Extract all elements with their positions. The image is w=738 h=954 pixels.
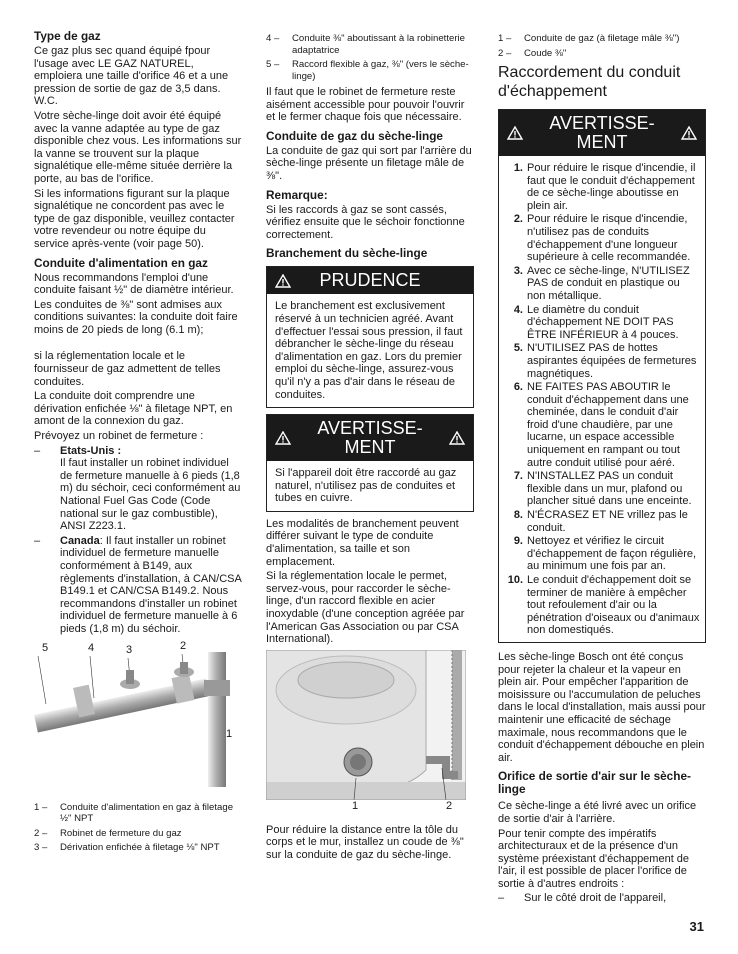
paragraph: Votre sèche-linge doit avoir été équipé avec la vanne adaptée au type de gaz disponible chez vous. Les informations sur la vanne se trouvent sur la plaque signalétique elle-même située derrière la porte, au bas de l'orifice.: [34, 109, 242, 185]
caution-title: PRUDENCE: [319, 270, 421, 291]
paragraph: Les conduites de ⅜" sont admises aux conditions suivantes: la conduite doit faire moins de 20 pieds de long (6.1 m);: [34, 298, 238, 336]
heading-branchement: Branchement du sèche-linge: [266, 246, 428, 261]
warning-list-item: 5. N'UTILISEZ PAS de hottes aspirantes équipées de fermetures magnétiques.: [513, 342, 697, 380]
dryer-back-illustration: [266, 650, 466, 800]
paragraph: La conduite doit comprendre une dérivation enfichée ⅛" à filetage NPT, en amont de la connexion du gaz.: [34, 390, 233, 428]
warning-text: Si l'appareil doit être raccordé au gaz naturel, n'utilisez pas de conduites et tubes en cuivre.: [275, 467, 457, 505]
figure-label: 1: [226, 727, 233, 740]
dryer-back-figure: [266, 650, 466, 810]
warning-list-item: 10. Le conduit d'échappement doit se terminer de manière à empêcher tout refoulement d'air ou la pénétration d'oiseaux ou d'animaux non domestiqués.: [507, 574, 700, 637]
warning-triangle-icon: [275, 274, 291, 288]
paragraph: Nous recommandons l'emploi d'une conduite faisant ½" de diamètre intérieur.: [34, 271, 234, 297]
caption: 2 – Coude ⅜": [498, 47, 567, 59]
paragraph: Il faut que le robinet de fermeture reste aisément accessible pour pouvoir l'ouvrir et le fermer chaque fois que nécessaire.: [266, 86, 465, 124]
warning-title: AVERTISSE-MENT: [549, 113, 655, 152]
caution-text: Le branchement est exclusivement réservé à un technicien agréé. Avant d'effectuer l'essai sous pression, il faut débrancher le sèche-linge du réseau d'alimentation en gaz. Lors du premier emploi du sèche-linge, assurez-vous qu'il n'y a pas d'air dans le réseau de conduites.: [275, 300, 463, 401]
column-3: [498, 30, 706, 907]
heading-raccordement: Raccordement du conduit d'échappement: [498, 64, 681, 100]
caption: 4 – Conduite ⅜" aboutissant à la robinetterie adaptatrice: [266, 33, 466, 56]
paragraph: La conduite de gaz qui sort par l'arrière du sèche-linge présente un filetage mâle de ⅜".: [266, 144, 472, 182]
warning-list-item: 1. Pour réduire le risque d'incendie, il faut que le conduit d'échappement de ce sèche-linge aboutisse en plein air.: [513, 162, 696, 212]
caption: 5 – Raccord flexible à gaz, ⅜" (vers le sèche-linge): [266, 59, 469, 82]
warning-list-item: 9. Nettoyez et vérifiez le circuit d'échappement de façon régulière, au minimum une fois par an.: [513, 535, 697, 573]
warning-triangle-icon: [275, 431, 291, 445]
warning-list-item: 6. NE FAITES PAS ABOUTIR le conduit d'échappement dans une cheminée, dans le conduit d'air froid d'une chaudière, par une lucarne, un espace accessible uniquement en rampant ou tout autre conduit utilisé pour aéré.: [513, 381, 689, 469]
warning-list-item: 8. N'ÉCRASEZ ET NE vrillez pas le conduit.: [513, 509, 688, 534]
caution-box: [266, 266, 474, 408]
paragraph: Ce sèche-linge a été livré avec un orifice de sortie d'air à l'arrière.: [498, 800, 697, 825]
heading-conduite-alimentation: Conduite d'alimentation en gaz: [34, 255, 208, 270]
warning-box: [266, 414, 474, 512]
gas-line-figure: [34, 639, 242, 792]
paragraph: Si les informations figurant sur la plaque signalétique ne concordent pas avec le type de gaz disponible, veuillez contacter votre revendeur ou notre équipe du service après-vente (voir page 50).: [34, 187, 235, 250]
page-number: 31: [689, 919, 704, 934]
paragraph: Les modalités de branchement peuvent différer suivant le type de conduite d'alimentation, sa taille et son emplacement.: [266, 517, 459, 568]
exhaust-warning-box: [498, 109, 706, 643]
warning-list: [499, 156, 705, 642]
figure-label: 4: [88, 641, 95, 654]
caution-header: [267, 267, 473, 294]
list-item: – Sur le côté droit de l'appareil,: [498, 892, 667, 905]
gas-pipe-illustration: [34, 639, 242, 792]
heading-type-gaz: Type de gaz: [34, 29, 101, 43]
column-2: [266, 30, 474, 864]
paragraph: Prévoyez un robinet de fermeture :: [34, 430, 204, 443]
paragraph: Pour tenir compte des impératifs architecturaux et de la présence d'un système préexistant d'échappement de l'air, il est possible de placer l'orifice de sortie à d'autres endroits :: [498, 827, 690, 890]
paragraph: Les sèche-linge Bosch ont été conçus pour rejeter la chaleur et la vapeur en plein air. Pour empêcher l'apparition de moisissure ou l'accumulation de peluches dans le local d'installation, mais aussi pour maintenir une efficacité de séchage maximale, nous recommandons que le conduit d'échappement débouche en plein air.: [498, 650, 706, 764]
warning-header: [499, 110, 705, 156]
paragraph: Si la réglementation locale le permet, servez-vous, pour raccorder le sèche-linge, d'un raccord flexible en acier inoxydable (d'une conception agréée par l'American Gas Association ou par CSA International).: [266, 570, 465, 646]
paragraph: Pour réduire la distance entre la tôle du corps et le mur, installez un coude de ⅜" sur la conduite de gaz du sèche-linge.: [266, 823, 464, 861]
heading-remarque: Remarque:: [266, 187, 328, 202]
heading-conduite-gaz: Conduite de gaz du sèche-linge: [266, 128, 443, 143]
warning-list-item: 4. Le diamètre du conduit d'échappement NE DOIT PAS ÊTRE INFÉRIEUR à 4 pouces.: [513, 303, 679, 341]
warning-list-item: 2. Pour réduire le risque d'incendie, n'utilisez pas de conduits d'échappement d'une longueur supérieure à celle recommandée.: [513, 213, 691, 264]
figure-label: 1: [352, 799, 359, 812]
figure-label: 3: [126, 643, 133, 656]
list-item: – Etats-Unis : Il faut installer un robinet individuel de fermeture manuelle à 6 pieds (1,8 m) du séchoir, ceci conformément au National Fuel Gas Code (Code national sur le gaz combustible), ANSI Z223.1.: [34, 444, 241, 533]
figure-label: 2: [446, 799, 453, 812]
paragraph: Si les raccords à gaz se sont cassés, vérifiez ensuite que le séchoir fonctionne correctement.: [266, 203, 465, 241]
caption: 2 – Robinet de fermeture du gaz: [34, 827, 182, 839]
warning-header: [267, 415, 473, 461]
warning-triangle-icon: [681, 126, 697, 140]
figure-label: 2: [180, 639, 187, 652]
paragraph: si la réglementation locale et le fournisseur de gaz admettent de telles conduites.: [34, 350, 221, 388]
warning-title: AVERTISSE-MENT: [317, 418, 423, 458]
warning-list-item: 3. Avec ce sèche-linge, N'UTILISEZ PAS de conduit en plastique ou non métallique.: [513, 264, 690, 302]
caption: 1 – Conduite d'alimentation en gaz à filetage ½" NPT: [34, 801, 234, 825]
figure-captions: [34, 802, 242, 854]
paragraph: Ce gaz plus sec quand équipé fpour l'usage avec LE GAZ NATUREL, emploiera une taille d'orifice 46 et a une pression de sortie de gaz de 3,5 dans. W.C.: [34, 45, 229, 108]
warning-triangle-icon: [507, 126, 523, 140]
column-1: [34, 30, 242, 857]
warning-triangle-icon: [449, 431, 465, 445]
heading-orifice: Orifice de sortie d'air sur le sèche-linge: [498, 769, 691, 797]
caption: 1 – Conduite de gaz (à filetage mâle ⅜"): [498, 33, 680, 44]
warning-list-item: 7. N'INSTALLEZ PAS un conduit flexible dans un mur, plafond ou plancher situé dans une enceinte.: [513, 470, 692, 508]
figure-label: 5: [42, 641, 49, 654]
caption: 3 – Dérivation enfichée à filetage ⅛" NPT: [34, 842, 220, 854]
list-item: – Canada: Il faut installer un robinet individuel de fermeture manuelle conformément à B149, aux règlements d'installation, à CAN/CSA B149.1 et CAN/CSA B149.2. Nous recommandons d'installer un robinet individuel de fermeture manuelle à 6 pieds (1,8 m) du séchoir.: [34, 534, 242, 635]
